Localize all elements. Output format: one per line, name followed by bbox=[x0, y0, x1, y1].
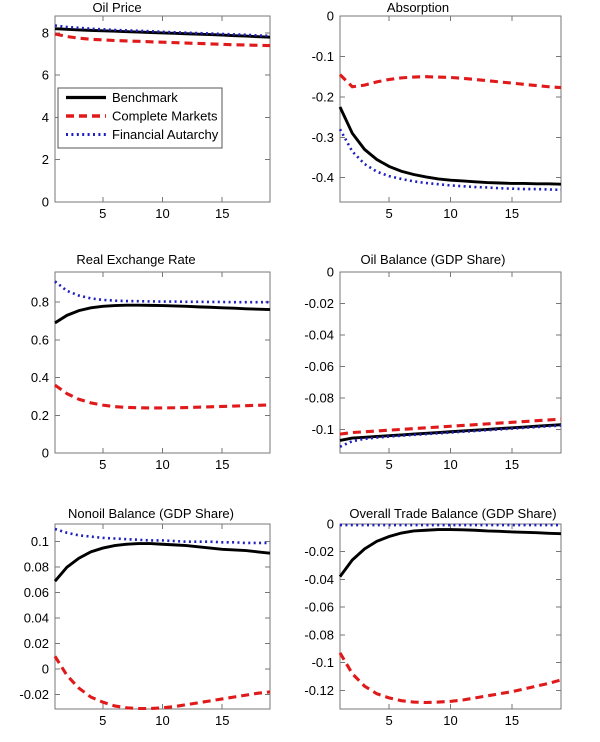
y-tick-label: -0.06 bbox=[304, 358, 334, 374]
x-tick-label: 5 bbox=[385, 713, 393, 728]
y-tick-label: 0.6 bbox=[30, 332, 49, 348]
y-tick-label: 0 bbox=[41, 661, 49, 677]
legend-label: Benchmark bbox=[112, 90, 178, 105]
chart-title: Nonoil Balance (GDP Share) bbox=[68, 506, 234, 521]
series-line-complete-markets bbox=[340, 75, 561, 88]
series-line-benchmark bbox=[55, 305, 270, 323]
series-line-complete-markets bbox=[340, 653, 561, 703]
x-tick-label: 15 bbox=[504, 457, 520, 472]
y-tick-label: 0.1 bbox=[30, 534, 49, 550]
y-tick-label: -0.08 bbox=[304, 390, 334, 406]
y-tick-label: 0.02 bbox=[23, 636, 49, 652]
y-tick-label: 0 bbox=[326, 516, 334, 532]
chart-title: Real Exchange Rate bbox=[76, 252, 196, 267]
y-tick-label: -0.02 bbox=[19, 686, 49, 702]
y-tick-label: -0.4 bbox=[311, 170, 334, 186]
x-tick-label: 5 bbox=[99, 713, 107, 728]
legend-label: Financial Autarchy bbox=[112, 127, 219, 142]
x-tick-label: 5 bbox=[99, 206, 107, 221]
series-line-complete-markets bbox=[55, 656, 270, 708]
y-tick-label: 0.8 bbox=[30, 294, 49, 310]
chart-title: Oil Balance (GDP Share) bbox=[360, 252, 506, 267]
y-tick-label: -0.2 bbox=[311, 89, 334, 105]
y-tick-label: -0.1 bbox=[311, 655, 334, 671]
y-tick-label: -0.04 bbox=[304, 327, 334, 343]
overall-trade-balance-chart bbox=[300, 494, 600, 742]
y-tick-label: -0.3 bbox=[311, 129, 334, 145]
y-tick-label: -0.06 bbox=[304, 599, 334, 615]
y-tick-label: -0.02 bbox=[304, 544, 334, 560]
series-line-benchmark bbox=[340, 107, 561, 184]
plot-border bbox=[55, 524, 270, 709]
x-tick-label: 5 bbox=[99, 457, 107, 472]
x-tick-label: 10 bbox=[443, 713, 458, 728]
series-line-complete-markets bbox=[55, 385, 270, 408]
y-tick-label: 8 bbox=[41, 25, 49, 41]
y-tick-label: 0 bbox=[41, 194, 49, 210]
y-tick-label: 0.04 bbox=[23, 610, 49, 626]
y-tick-label: 4 bbox=[41, 109, 49, 125]
series-line-financial-autarchy bbox=[55, 281, 270, 302]
plot-border bbox=[55, 272, 270, 453]
series-line-benchmark bbox=[340, 530, 561, 577]
series-line-benchmark bbox=[55, 544, 270, 582]
oil-balance-chart bbox=[300, 247, 600, 494]
x-tick-label: 10 bbox=[443, 457, 458, 472]
chart-title: Absorption bbox=[386, 0, 450, 15]
series-line-financial-autarchy bbox=[55, 529, 270, 543]
legend bbox=[58, 88, 222, 148]
y-tick-label: 0 bbox=[41, 445, 49, 461]
x-tick-label: 15 bbox=[504, 713, 520, 728]
y-tick-label: -0.08 bbox=[304, 627, 334, 643]
plot-border bbox=[340, 16, 561, 202]
x-tick-label: 10 bbox=[155, 457, 170, 472]
oil-price-chart bbox=[0, 0, 300, 247]
y-tick-label: -0.02 bbox=[304, 295, 334, 311]
x-tick-label: 15 bbox=[504, 206, 520, 221]
chart-title: Oil Price bbox=[92, 0, 142, 15]
x-tick-label: 15 bbox=[214, 457, 230, 472]
y-tick-label: 0.4 bbox=[30, 370, 49, 386]
x-tick-label: 5 bbox=[385, 206, 393, 221]
y-tick-label: 0 bbox=[326, 264, 334, 280]
series-line-benchmark bbox=[55, 29, 270, 37]
x-tick-label: 10 bbox=[155, 713, 170, 728]
y-tick-label: 0.2 bbox=[30, 407, 49, 423]
plot-border bbox=[340, 524, 561, 709]
y-tick-label: 0.06 bbox=[23, 585, 49, 601]
x-tick-label: 15 bbox=[214, 713, 230, 728]
real-exchange-rate-chart bbox=[0, 247, 300, 494]
y-tick-label: -0.1 bbox=[311, 48, 334, 64]
y-tick-label: 6 bbox=[41, 67, 49, 83]
x-tick-label: 15 bbox=[214, 206, 230, 221]
y-tick-label: 0 bbox=[326, 8, 334, 24]
y-tick-label: 0.08 bbox=[23, 559, 49, 575]
y-tick-label: -0.12 bbox=[304, 682, 334, 698]
legend-label: Complete Markets bbox=[112, 108, 218, 124]
x-tick-label: 5 bbox=[385, 457, 393, 472]
x-tick-label: 10 bbox=[155, 206, 170, 221]
x-tick-label: 10 bbox=[443, 206, 458, 221]
chart-title: Overall Trade Balance (GDP Share) bbox=[349, 506, 557, 521]
y-tick-label: 2 bbox=[41, 152, 49, 168]
y-tick-label: -0.04 bbox=[304, 571, 334, 587]
y-tick-label: -0.1 bbox=[311, 421, 334, 437]
absorption-chart bbox=[300, 0, 600, 247]
nonoil-balance-chart bbox=[0, 494, 300, 742]
